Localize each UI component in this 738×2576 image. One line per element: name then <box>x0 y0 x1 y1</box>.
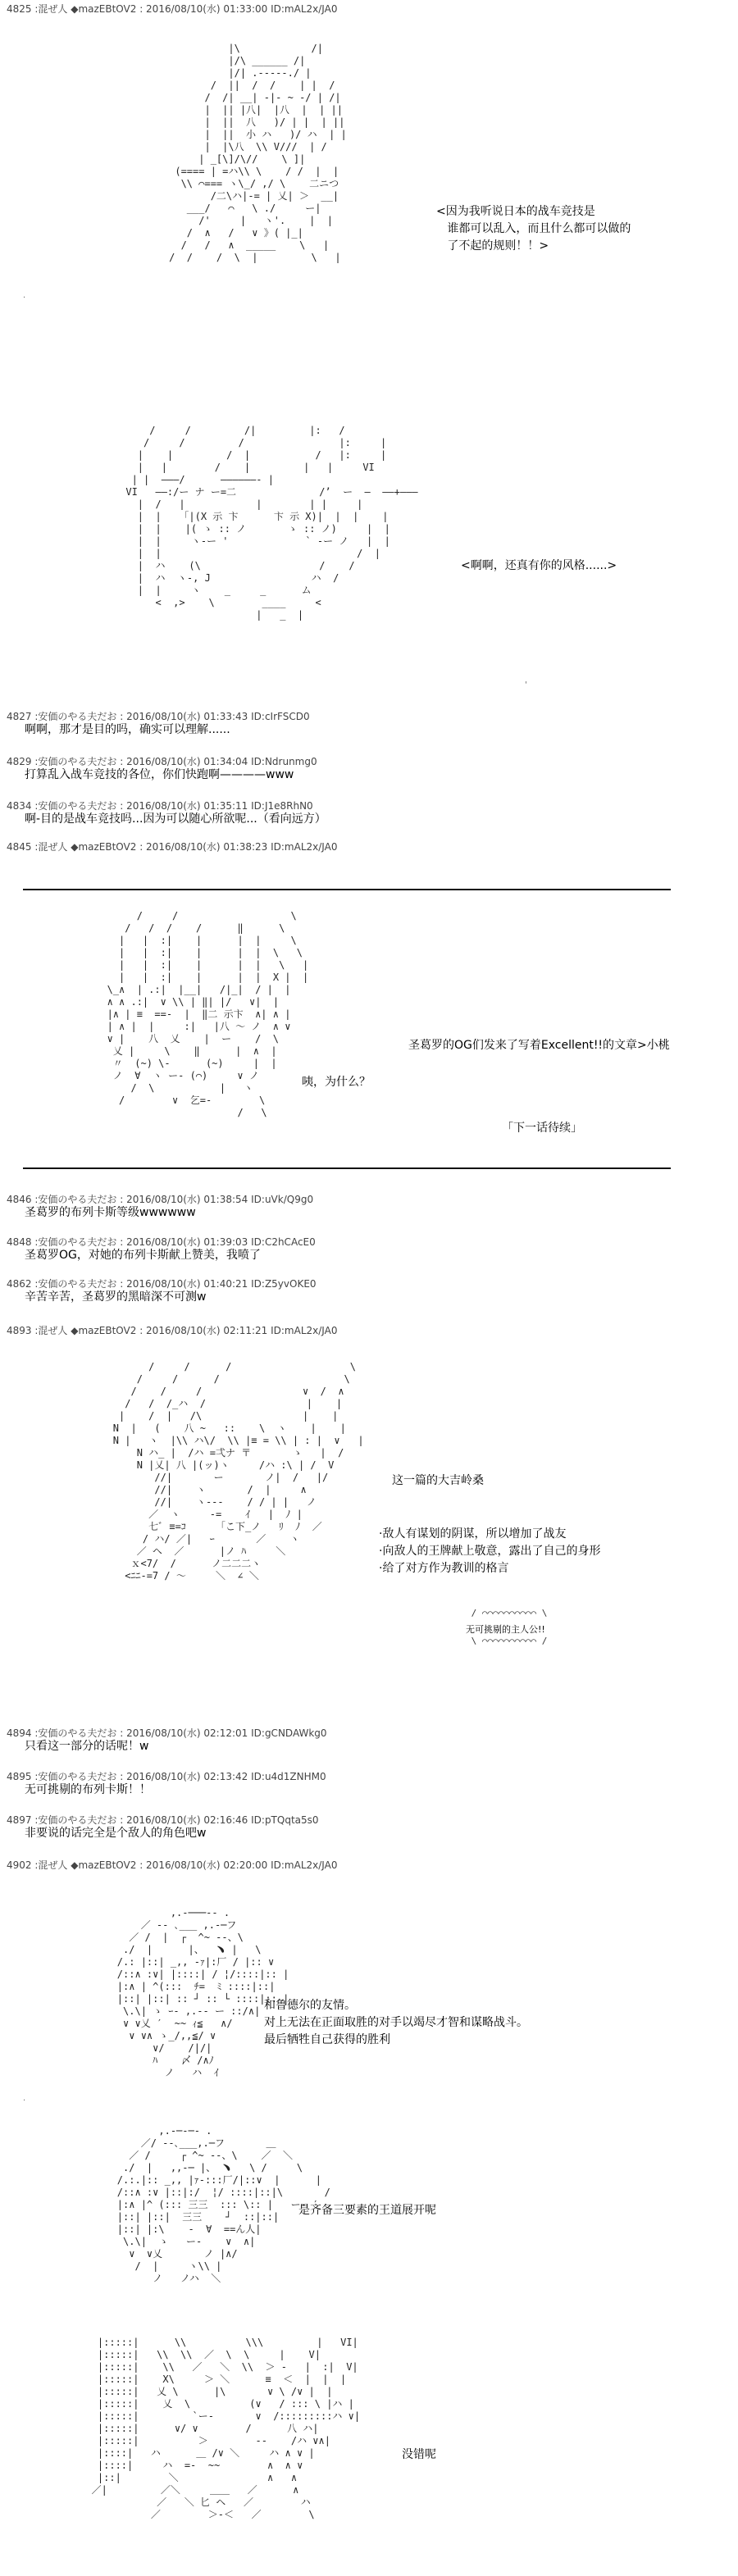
post-header-4848: 4848 :安価のやる夫だお : 2016/08/10(水) 01:39:03 ID:C2hCAcE0 <box>7 1236 316 1248</box>
divider-bottom <box>23 1167 671 1169</box>
ascii-art-character-2: / / /| |: / / / / |: | | | / | / |: | | | / | | | VI | | ———/ ——————‐ | VI ——:/ー ナ ー=二 /’ ー — ——+——— | / | | | | | | | 「|(X 示 卞 卞 示 X)| | | | | | |( ゝ :: ノ ゝ :: ノ) | | | | ヽ-ー ' ` -ー ノ | | | | / | | ハ (\ / / | ハ ヽ-, J ハ / | | ヽ _ _ ム < ,> \ ____ < | _ | <box>125 425 418 621</box>
dialog-3: 圣葛罗的OG们发来了写着Excellent!!的文章>小桃 <box>408 1039 670 1052</box>
post-header-4862: 4862 :安価のやる夫だお : 2016/08/10(水) 01:40:21 ID:Z5yvOKE0 <box>7 1278 317 1290</box>
post-body-4829: 打算乱入战车竞技的各位，你们快跑啊————www <box>25 768 294 781</box>
post-header-4845: 4845 :混ぜ人 ◆mazEBtOV2 : 2016/08/10(水) 01:38:23 ID:mAL2x/JA0 <box>7 841 338 853</box>
post-header-4829: 4829 :安価のやる夫だお : 2016/08/10(水) 01:34:04 ID:Ndrunmg0 <box>7 756 317 767</box>
post-header-4825: 4825 :混ぜ人 ◆mazEBtOV2 : 2016/08/10(水) 01:33:00 ID:mAL2x/JA0 <box>7 3 338 15</box>
dialog-10: 是齐备三要素的王道展开呢 <box>298 2204 436 2217</box>
ascii-art-darjeeling-2: / / / \ / / / \ / / / ∨ / ∧ / / /_ハ / | | | / | /\ | | N | ( 八 ~ :: \ ヽ | | N | ヽ |\\ ハ\/ \\ |≡ = \\ | : | ∨ | N ハ_ | /ハ =弌ナ 〒 ゝ | / N |乂| 八 |(ッ)ヽ /ハ :\ | / V //| ー ノ| / |/ //| ヽ / | ∧ //| ヽ--- / / | | ノ ／ ヽ -= ｲ | ﾉ | 七ﾞ ≡=ｺ 「こ下_ノ ﾘ ﾉ ／ / ハ/ ／| ｰ ／ ヽ ／ ヘ ／ |ノ ﾊ ＼ ｘ<7/ / ノ二二二ヽ <ﾆﾆ-=7 / 〜 ＼ ∠ ＼ <box>112 1361 364 1582</box>
post-body-4846: 圣葛罗的布列卡斯等级wwwwww <box>25 1206 196 1219</box>
dialog-1: <因为我听说日本的战车竞技是 谁都可以乱入，而且什么都可以做的 了不起的规则！！> <box>436 205 631 253</box>
ascii-art-darjeeling-1: |\ /| |/\ ______ /| |/| .-----./ | / || / / | | / / /| __| -|- ~ -/ | /| | || |八| |八 | | || | || 八 )/ | | | || | || 小 ハ )/ ハ | | | |\八 \\ V/// | / | _[\]/\// \ ]| (==== | =ハ\\ \ / / | | \\ ⌒=== ヽ\_/ ,/ \ 二ニつ /二\ハ|-= | 乂| ＞ __| ___/ ⌒ \ ./ ー| /' | ヽ'. | | / ∧ / ∨ 》( |_| / / ∧ _____ \ | / / / \ | \ | <box>169 43 347 263</box>
dialog-7: ·敌人有谋划的阴谋，所以增加了战友 ·向敌人的王牌献上敬意，露出了自己的身形 ·给了对方作为教训的格言 <box>379 1527 601 1575</box>
ascii-art-chibi-1: ,.-───‐- . ／ ‐- ､___ ,.-─フ ／ / | ┌ ^~ ‐-、\ ./ | |、 ﹅ | \ /.: |::| _,, -ｧ|:厂 / |:: ∨ /::∧ :∨| |::::| / ¦/::::|:: | |:∧ | ^(::: ﾁ= ﾐ ::::|::| |::| |::| :: ┘ :: └ ::::|:: | \.\| ゝ ｰ- ,.-‐ ー ::/∧| ∨ ∨乂 ′ ~~ ｨ≦ ∧/ ∨ ∨∧ ゝ_/,,≦/ ∨ ∨/ /|/| ﾊ 〆 /∧ﾉ ノ ハ ｲ <box>116 1907 289 2078</box>
post-header-4893: 4893 :混ぜ人 ◆mazEBtOV2 : 2016/08/10(水) 02:11:21 ID:mAL2x/JA0 <box>7 1325 338 1336</box>
post-body-4862: 辛苦辛苦，圣葛罗的黑暗深不可测w <box>25 1290 207 1304</box>
speech-burst-bottom: \ ⌒⌒⌒⌒⌒⌒⌒⌒⌒⌒ / <box>466 1636 548 1646</box>
speech-burst-text: 无可挑剔的主人公!! <box>466 1624 545 1635</box>
post-header-4902: 4902 :混ぜ人 ◆mazEBtOV2 : 2016/08/10(水) 02:20:00 ID:mAL2x/JA0 <box>7 1859 338 1871</box>
post-body-4834: 啊-目的是战车竞技吗...因为可以随心所欲呢...（看向远方） <box>25 812 326 826</box>
post-header-4895: 4895 :安価のやる夫だお : 2016/08/10(水) 02:13:42 ID:u4d1ZNHM0 <box>7 1771 326 1782</box>
post-body-4897: 非要说的话完全是个敌人的角色吧w <box>25 1827 207 1840</box>
dialog-9: 和鲁德尔的友情。 对上无法在正面取胜的对手以竭尽才智和谋略战斗。 最后牺牲自己获得的胜利 <box>264 1999 528 2046</box>
post-header-4894: 4894 :安価のやる夫だお : 2016/08/10(水) 02:12:01 ID:gCNDAWkg0 <box>7 1727 327 1739</box>
dialog-4: 咦，为什么？ <box>302 1076 371 1089</box>
post-header-4834: 4834 :安価のやる夫だお : 2016/08/10(水) 01:35:11 ID:J1e8RhN0 <box>7 800 313 812</box>
post-header-4897: 4897 :安価のやる夫だお : 2016/08/10(水) 02:16:46 ID:pTQqta5s0 <box>7 1814 319 1826</box>
post-body-4848: 圣葛罗OG，对她的布列卡斯献上赞美，我喷了 <box>25 1249 261 1262</box>
dialog-2: <啊啊，还真有你的风格......> <box>461 559 617 572</box>
post-body-4894: 只看这一部分的话呢！w <box>25 1740 149 1753</box>
dialog-5: 「下一话待续」 <box>502 1122 582 1135</box>
ascii-art-darjeeling-3: |:::::| \\ \\\ | VI| |:::::| \\ \\ ／ \ \ | V| |:::::| \\ ／ ＼ \\ ＞ - | :| V| |:::::| X\ ＞ ＼ ≡ ＜ | | | |:::::| 乂 \ |\ ∨ \ /∨ | | |:::::| 乂 \ (∨ / ::: \ |ハ | |:::::| `ー‐ ∨ /:::::::::ハ ∨| |:::::| ∨/ ∨ / 八 ハ| |:::::| ＞ ‐- /ハ ∨∧| |::::| ハ ＿ /∨ ＼ ハ ∧ ∨ | |::::| ハ =- ~~ ∧ ∧ ∨ |::| ＼ ∧ ∧ ／| ／＼ ＿＿ ／ ∧ ／ ＼ 匕 ヘ ／ ハ ／ ＞-＜ ／ \ <box>91 2337 361 2520</box>
post-header-4827: 4827 :安価のやる夫だお : 2016/08/10(水) 01:33:43 ID:cIrFSCD0 <box>7 711 310 722</box>
dialog-6: 这一篇的大吉岭桑 <box>392 1474 484 1487</box>
speech-burst-top: / ⌒⌒⌒⌒⌒⌒⌒⌒⌒⌒ \ <box>466 1608 548 1618</box>
dot-mark: . <box>23 2094 26 2103</box>
post-body-4895: 无可挑剔的布列卡斯！！ <box>25 1783 151 1796</box>
dialog-11: 没错呢 <box>402 2448 436 2461</box>
divider-top <box>23 889 671 890</box>
ascii-art-momo: / / \ / / / / ‖ \ | | :| | | | \ | | :| | | | \ \ | | :| | | | \ | | | :| | | | X | | \_∧ | .:| |__| /|_| / | | ∧ ∧ .:| ∨ \\ | ‖| |/ ∨| | |∧ | ≡ ==- | ‖二 示卞 ∧| ∧ | | ∧ | | :| |八 〜 ノ ∧ ∨ ∨ | 八 乂 | ー / \ 乂 | \ ‖ | ∧ | 〃 (~) \‐ (~) | | ノ ∀ ヽ ー- (⌒) ∨ ノ / \ | ヽ / ∨ 乞=- \ / \ <box>107 910 309 1118</box>
dot-mark: . <box>23 291 26 300</box>
post-body-4827: 啊啊，那才是目的吗，确实可以理解...... <box>25 723 230 736</box>
ascii-art-chibi-2: ,.-─‐─- . ／/ ‐-､___,.─フ ＿ ／ / ┌ ^~ ‐-、\ ／ ＼ ./ | ,,-─ |、 ﹅ \ / \ /.:.|:: _,, |ｧ-:::厂/|::∨ | | /::∧ :∨ |::|:/ ¦/ ::::|::|\ / |:∧ |^ (::: 三三 ::: \:: | ー‐ ′ |::| |::| 三三 ┘ ::|::| |::| |:\ - ∀ ==ん人| \.\| ゝ ー- ∨ ∧| ∨ ∨乂 ノ |∧/ / | ヽ\\ | ノ ノハ ＼ <box>116 2125 330 2284</box>
dot-mark: ' <box>525 680 527 690</box>
post-header-4846: 4846 :安価のやる夫だお : 2016/08/10(水) 01:38:54 ID:uVk/Q9g0 <box>7 1194 314 1205</box>
